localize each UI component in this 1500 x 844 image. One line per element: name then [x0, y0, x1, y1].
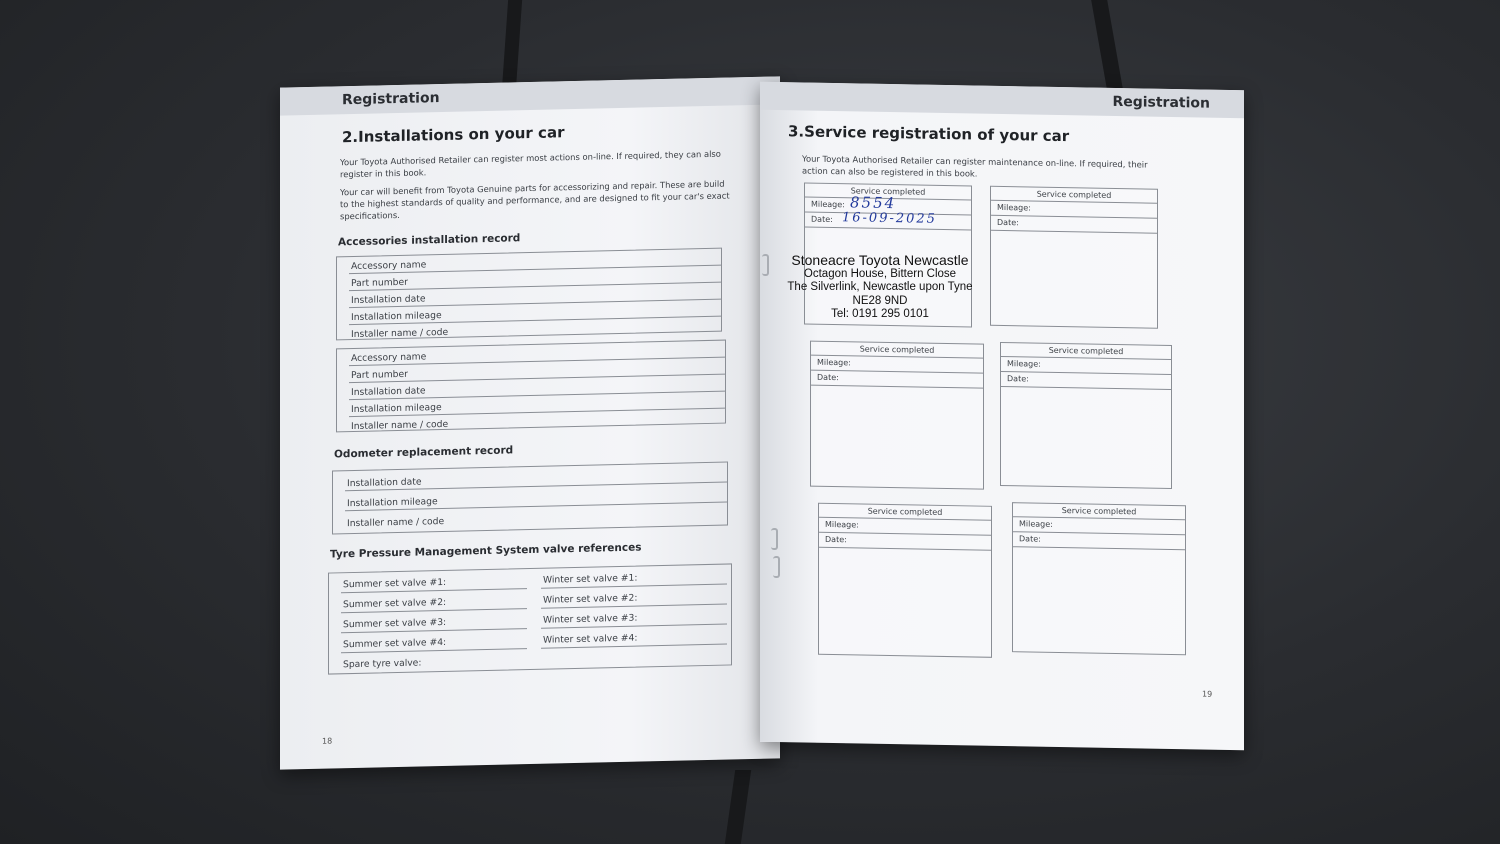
form-row: Winter set valve #1: [541, 565, 727, 589]
form-row: Winter set valve #4: [541, 625, 727, 649]
stamp-address-line: Octagon House, Bittern Close [803, 267, 957, 280]
staple [771, 528, 778, 550]
date-line: Date: [811, 371, 983, 389]
mileage-line: Mileage: [805, 198, 971, 216]
form-row: Accessory name [349, 249, 721, 274]
section-title: 3.Service registration of your car [788, 122, 1070, 146]
intro-paragraph: Your Toyota Authorised Retailer can register maintenance on-line. If required, their action can also be registered in this book. [802, 153, 1148, 179]
summer-column [341, 569, 527, 672]
odometer-form [332, 462, 728, 535]
service-box-title: Service completed [805, 184, 971, 201]
winter-column [541, 565, 727, 649]
parts-paragraph: Your car will benefit from Toyota Genuine parts for accessorizing and repair. These are build to the highest standards of quality and performance, and are designed to fit your car's exact specifications. [340, 178, 730, 222]
form-row: Winter set valve #3: [541, 605, 727, 629]
form-row: Installation date [349, 283, 721, 308]
stamp-dealer-name: Stoneacre Toyota Newcastle [791, 252, 969, 268]
tpms-form [328, 563, 732, 674]
stamp-postcode: NE28 9ND [852, 294, 908, 307]
mileage-line: Mileage: [1001, 357, 1171, 375]
mileage-line: Mileage: [1013, 517, 1185, 535]
service-box-title: Service completed [991, 187, 1157, 204]
date-line: Date: [819, 533, 991, 551]
service-box-title: Service completed [1013, 503, 1185, 520]
section-title: 2.Installations on your car [342, 123, 565, 147]
form-row: Installation mileage [349, 392, 725, 418]
mileage-line: Mileage: [811, 356, 983, 374]
date-line: Date: [991, 216, 1157, 234]
form-row: Summer set valve #3: [341, 609, 527, 633]
form-row: Part number [349, 266, 721, 291]
page-header: Registration [1112, 93, 1210, 112]
form-row: Accessory name [349, 341, 725, 367]
form-row: Summer set valve #1: [341, 569, 527, 593]
form-row: Installer name / code [351, 418, 449, 433]
handwritten-mileage: 8554 [850, 193, 897, 213]
date-line: Date: [1013, 532, 1185, 550]
form-row: Spare tyre valve: [343, 657, 422, 671]
intro-paragraph: Your Toyota Authorised Retailer can register most actions on-line. If required, they can also register in this book. [340, 148, 721, 180]
page-header: Registration [342, 90, 440, 109]
right-page [760, 82, 1244, 750]
form-row: Winter set valve #2: [541, 585, 727, 609]
service-box-title: Service completed [811, 342, 983, 359]
form-row: Part number [349, 358, 725, 384]
service-box [818, 503, 992, 658]
odometer-heading: Odometer replacement record [334, 444, 514, 461]
staple [762, 254, 769, 276]
date-line: Date: [805, 213, 971, 231]
service-box [810, 341, 984, 490]
service-box-title: Service completed [1001, 343, 1171, 360]
form-row: Summer set valve #2: [341, 589, 527, 613]
form-row: Installation date [349, 375, 725, 401]
stamp-address-line: The Silverlink, Newcastle upon Tyne [787, 281, 973, 293]
mileage-line: Mileage: [991, 201, 1157, 219]
form-row: Installer name / code [351, 326, 449, 341]
form-row: Installation date [345, 463, 727, 492]
staple [773, 556, 780, 578]
form-row: Summer set valve #4: [341, 629, 527, 653]
stamp-phone: Tel: 0191 295 0101 [831, 308, 929, 320]
form-row: Installer name / code [347, 515, 445, 530]
date-line: Date: [1001, 372, 1171, 390]
service-box [990, 186, 1158, 329]
page-number: 19 [1202, 689, 1213, 699]
mileage-line: Mileage: [819, 518, 991, 536]
accessory-form-2 [336, 340, 726, 433]
left-page [280, 76, 780, 769]
accessory-form-1 [336, 248, 722, 341]
page-number: 18 [322, 736, 333, 746]
tpms-heading: Tyre Pressure Management System valve references [330, 541, 642, 561]
service-box [1012, 502, 1186, 655]
service-box [1000, 342, 1172, 489]
accessories-heading: Accessories installation record [338, 232, 521, 249]
form-row: Installation mileage [349, 300, 721, 325]
form-row: Installation mileage [345, 483, 727, 512]
service-box-title: Service completed [819, 504, 991, 521]
dealer-stamp [780, 254, 980, 322]
handwritten-date: 16-09-2025 [842, 210, 937, 227]
